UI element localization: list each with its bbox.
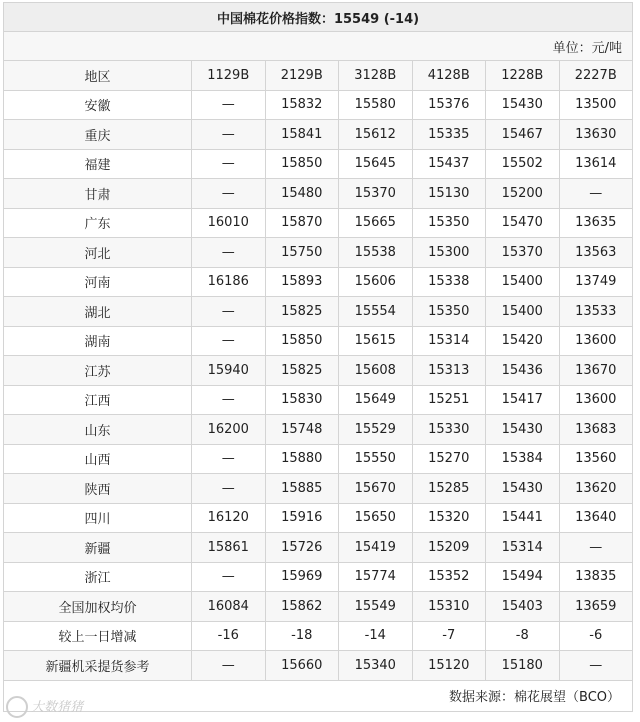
price-cell: -16 (192, 621, 266, 651)
price-cell: 13749 (559, 267, 633, 297)
price-cell: 15314 (412, 326, 486, 356)
region-cell: 广东 (4, 208, 192, 238)
price-cell: 15270 (412, 444, 486, 474)
header-cell: 地区 (4, 61, 192, 91)
price-cell: 13600 (559, 385, 633, 415)
region-cell: 四川 (4, 503, 192, 533)
table-row (4, 90, 633, 120)
price-cell: 15437 (412, 149, 486, 179)
table-row (4, 415, 633, 445)
price-cell: 15209 (412, 533, 486, 563)
price-cell: 13533 (559, 297, 633, 327)
price-cell: 15529 (339, 415, 413, 445)
price-cell: 15665 (339, 208, 413, 238)
price-cell: 15436 (486, 356, 560, 386)
price-cell: 15940 (192, 356, 266, 386)
price-cell: 15832 (265, 90, 339, 120)
header-cell: 2227B (559, 61, 633, 91)
price-cell: 13500 (559, 90, 633, 120)
watermark-text: 大数猪猪 (31, 699, 84, 715)
price-cell: — (192, 651, 266, 681)
unit-row (4, 32, 633, 61)
price-cell: — (192, 385, 266, 415)
price-cell: 13835 (559, 562, 633, 592)
price-cell: — (192, 90, 266, 120)
header-cell: 1129B (192, 61, 266, 91)
price-cell: 15285 (412, 474, 486, 504)
region-cell: 江苏 (4, 356, 192, 386)
price-cell: — (192, 326, 266, 356)
price-cell: 15494 (486, 562, 560, 592)
price-cell: 15748 (265, 415, 339, 445)
table-row (4, 120, 633, 150)
price-cell: — (559, 179, 633, 209)
price-cell: — (192, 444, 266, 474)
price-cell: 15320 (412, 503, 486, 533)
price-cell: 15502 (486, 149, 560, 179)
price-cell: 15350 (412, 297, 486, 327)
price-cell: 15352 (412, 562, 486, 592)
price-cell: 16010 (192, 208, 266, 238)
price-cell: 15850 (265, 326, 339, 356)
table-row (4, 297, 633, 327)
region-cell: 较上一日增减 (4, 621, 192, 651)
price-cell: 15615 (339, 326, 413, 356)
price-cell: -6 (559, 621, 633, 651)
price-cell: 13659 (559, 592, 633, 622)
price-cell: 13563 (559, 238, 633, 268)
price-cell: 15417 (486, 385, 560, 415)
price-cell: 15370 (339, 179, 413, 209)
price-cell: -8 (486, 621, 560, 651)
table-row (4, 592, 633, 622)
region-cell: 重庆 (4, 120, 192, 150)
price-cell: 15467 (486, 120, 560, 150)
price-cell: 15580 (339, 90, 413, 120)
price-cell: 15130 (412, 179, 486, 209)
table-row (4, 562, 633, 592)
price-cell: — (559, 651, 633, 681)
price-cell: 15384 (486, 444, 560, 474)
table-row (4, 385, 633, 415)
price-cell: 15251 (412, 385, 486, 415)
table-row (4, 149, 633, 179)
price-table-container (3, 2, 633, 712)
price-cell: 15300 (412, 238, 486, 268)
data-source: 数据来源：棉花展望（BCO） (4, 680, 633, 711)
price-cell: — (192, 149, 266, 179)
table-row (4, 474, 633, 504)
price-cell: 15841 (265, 120, 339, 150)
price-cell: 15549 (339, 592, 413, 622)
price-cell: 15310 (412, 592, 486, 622)
table-row (4, 651, 633, 681)
price-cell: 15120 (412, 651, 486, 681)
region-cell: 河南 (4, 267, 192, 297)
region-cell: 江西 (4, 385, 192, 415)
price-cell: 15338 (412, 267, 486, 297)
price-cell: 16186 (192, 267, 266, 297)
price-cell: 15370 (486, 238, 560, 268)
region-cell: 全国加权均价 (4, 592, 192, 622)
price-cell: 13670 (559, 356, 633, 386)
region-cell: 新疆 (4, 533, 192, 563)
price-cell: 15726 (265, 533, 339, 563)
price-cell: 13600 (559, 326, 633, 356)
table-row (4, 533, 633, 563)
region-cell: 湖北 (4, 297, 192, 327)
price-cell: 15430 (486, 415, 560, 445)
price-cell: 15313 (412, 356, 486, 386)
price-cell: 15538 (339, 238, 413, 268)
price-cell: 15650 (339, 503, 413, 533)
price-cell: — (192, 297, 266, 327)
header-cell: 4128B (412, 61, 486, 91)
region-cell: 安徽 (4, 90, 192, 120)
price-cell: 16200 (192, 415, 266, 445)
price-cell: 15400 (486, 297, 560, 327)
table-row (4, 326, 633, 356)
price-cell: -7 (412, 621, 486, 651)
table-title: 中国棉花价格指数：15549 (-14) (4, 3, 633, 32)
price-cell: — (192, 179, 266, 209)
region-cell: 新疆机采提货参考 (4, 651, 192, 681)
price-cell: 15649 (339, 385, 413, 415)
source-row (4, 680, 633, 711)
price-cell: 15870 (265, 208, 339, 238)
table-row (4, 356, 633, 386)
price-cell: — (559, 533, 633, 563)
price-cell: 15885 (265, 474, 339, 504)
watermark-logo-icon (6, 696, 28, 718)
price-cell: 15862 (265, 592, 339, 622)
price-cell: 15893 (265, 267, 339, 297)
watermark (6, 696, 83, 719)
region-cell: 山东 (4, 415, 192, 445)
table-row (4, 267, 633, 297)
table-row (4, 238, 633, 268)
table-row (4, 179, 633, 209)
price-cell: 15774 (339, 562, 413, 592)
price-cell: -14 (339, 621, 413, 651)
price-cell: 15376 (412, 90, 486, 120)
price-cell: 13560 (559, 444, 633, 474)
table-row (4, 621, 633, 651)
price-cell: 13640 (559, 503, 633, 533)
price-cell: 15430 (486, 474, 560, 504)
header-cell: 2129B (265, 61, 339, 91)
price-cell: 15400 (486, 267, 560, 297)
region-cell: 甘肃 (4, 179, 192, 209)
header-cell: 3128B (339, 61, 413, 91)
price-cell: 13635 (559, 208, 633, 238)
price-cell: 15350 (412, 208, 486, 238)
price-cell: 15825 (265, 297, 339, 327)
price-cell: 15314 (486, 533, 560, 563)
price-cell: 13683 (559, 415, 633, 445)
region-cell: 浙江 (4, 562, 192, 592)
region-cell: 湖南 (4, 326, 192, 356)
price-cell: 15750 (265, 238, 339, 268)
price-cell: — (192, 474, 266, 504)
price-cell: 15550 (339, 444, 413, 474)
price-cell: 15606 (339, 267, 413, 297)
price-cell: 15403 (486, 592, 560, 622)
unit-label: 单位：元/吨 (4, 32, 633, 61)
price-cell: 15430 (486, 90, 560, 120)
price-cell: 15441 (486, 503, 560, 533)
price-cell: 16084 (192, 592, 266, 622)
header-cell: 1228B (486, 61, 560, 91)
price-cell: 15340 (339, 651, 413, 681)
price-cell: 15200 (486, 179, 560, 209)
price-cell: 15670 (339, 474, 413, 504)
table-row (4, 444, 633, 474)
price-cell: 15825 (265, 356, 339, 386)
price-cell: 13630 (559, 120, 633, 150)
price-cell: 15660 (265, 651, 339, 681)
price-cell: 13620 (559, 474, 633, 504)
price-cell: — (192, 120, 266, 150)
price-cell: 15419 (339, 533, 413, 563)
price-cell: 15880 (265, 444, 339, 474)
price-cell: 15420 (486, 326, 560, 356)
price-cell: 15861 (192, 533, 266, 563)
price-cell: 15612 (339, 120, 413, 150)
region-cell: 河北 (4, 238, 192, 268)
price-cell: 15608 (339, 356, 413, 386)
title-row (4, 3, 633, 32)
price-cell: 15830 (265, 385, 339, 415)
price-cell: -18 (265, 621, 339, 651)
price-cell: — (192, 238, 266, 268)
price-cell: 15480 (265, 179, 339, 209)
price-cell: 15850 (265, 149, 339, 179)
price-cell: 16120 (192, 503, 266, 533)
price-cell: 15916 (265, 503, 339, 533)
price-cell: 15645 (339, 149, 413, 179)
region-cell: 山西 (4, 444, 192, 474)
price-cell: 13614 (559, 149, 633, 179)
price-cell: — (192, 562, 266, 592)
price-cell: 15180 (486, 651, 560, 681)
region-cell: 陕西 (4, 474, 192, 504)
price-cell: 15969 (265, 562, 339, 592)
price-cell: 15554 (339, 297, 413, 327)
header-row (4, 61, 633, 91)
price-cell: 15470 (486, 208, 560, 238)
price-cell: 15330 (412, 415, 486, 445)
price-cell: 15335 (412, 120, 486, 150)
cotton-price-table (3, 2, 633, 712)
table-row (4, 208, 633, 238)
table-row (4, 503, 633, 533)
region-cell: 福建 (4, 149, 192, 179)
